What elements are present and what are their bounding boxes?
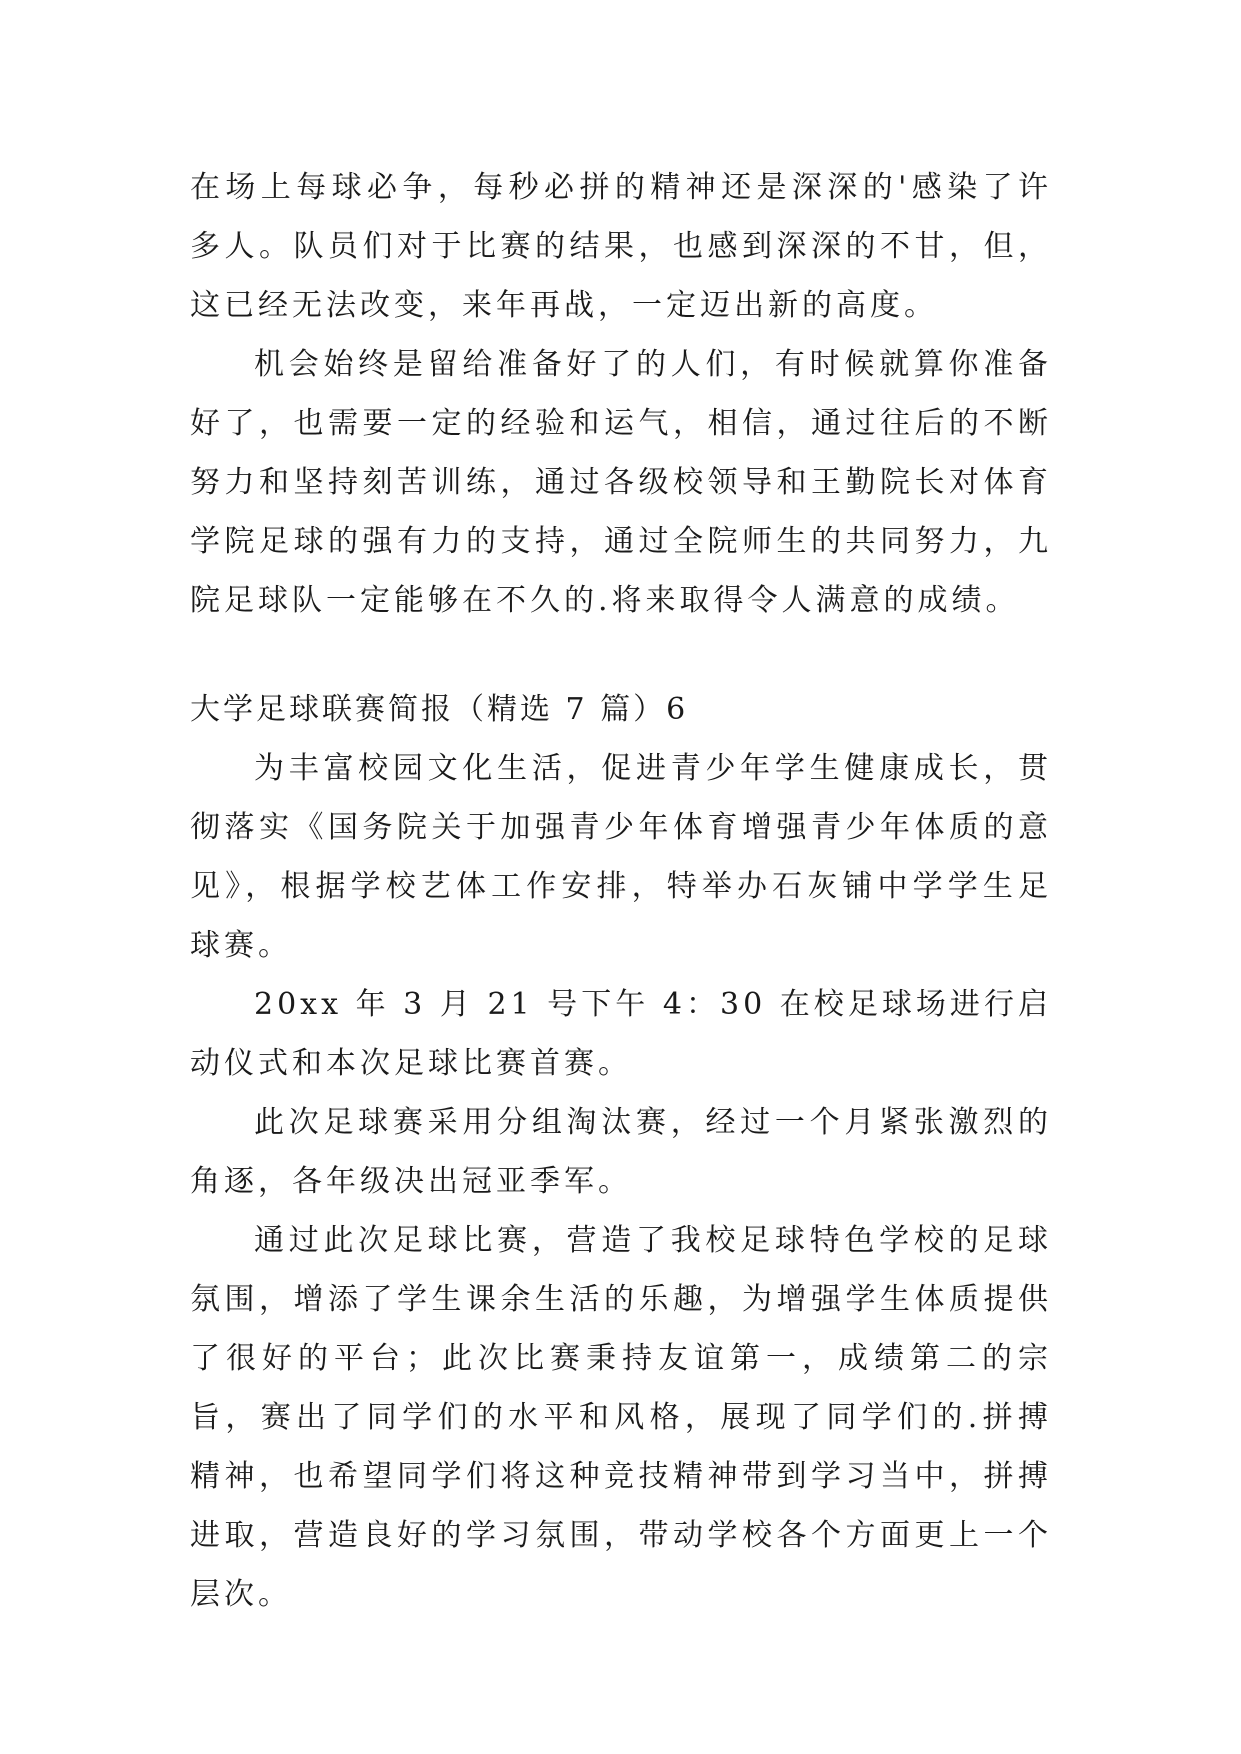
paragraph-spirit: 在场上每球必争，每秒必拼的精神还是深深的'感染了许多人。队员们对于比赛的结果，也感到深深的不甘，但，这已经无法改变，来年再战，一定迈出新的高度。 bbox=[190, 170, 1052, 323]
paragraph-purpose: 为丰富校园文化生活，促进青少年学生健康成长，贯彻落实《国务院关于加强青少年体育增强青少年体质的意见》，根据学校艺体工作安排，特举办石灰铺中学学生足球赛。 bbox=[190, 751, 1052, 963]
document-body bbox=[190, 158, 1052, 1624]
section-title: 大学足球联赛简报（精选 7 篇）6 bbox=[190, 692, 689, 727]
paragraph-summary: 通过此次足球比赛，营造了我校足球特色学校的足球氛围，增添了学生课余生活的乐趣，为增强学生体质提供了很好的平台；此次比赛秉持友谊第一，成绩第二的宗旨，赛出了同学们的水平和风格，展现了同学们的.拼搏精神，也希望同学们将这种竞技精神带到学习当中，拼搏进取，营造良好的学习氛围，带动学校各个方面更上一个层次。 bbox=[190, 1223, 1052, 1612]
paragraph-opportunity: 机会始终是留给准备好了的人们，有时候就算你准备好了，也需要一定的经验和运气，相信，通过往后的不断努力和坚持刻苦训练，通过各级校领导和王勤院长对体育学院足球的强有力的支持，通过全院师生的共同努力，九院足球队一定能够在不久的.将来取得令人满意的成绩。 bbox=[190, 347, 1052, 618]
paragraph-format: 此次足球赛采用分组淘汰赛，经过一个月紧张激烈的角逐，各年级决出冠亚季军。 bbox=[190, 1105, 1052, 1199]
paragraph-opening: 20xx 年 3 月 21 号下午 4：30 在校足球场进行启动仪式和本次足球比赛首赛。 bbox=[190, 987, 1052, 1081]
